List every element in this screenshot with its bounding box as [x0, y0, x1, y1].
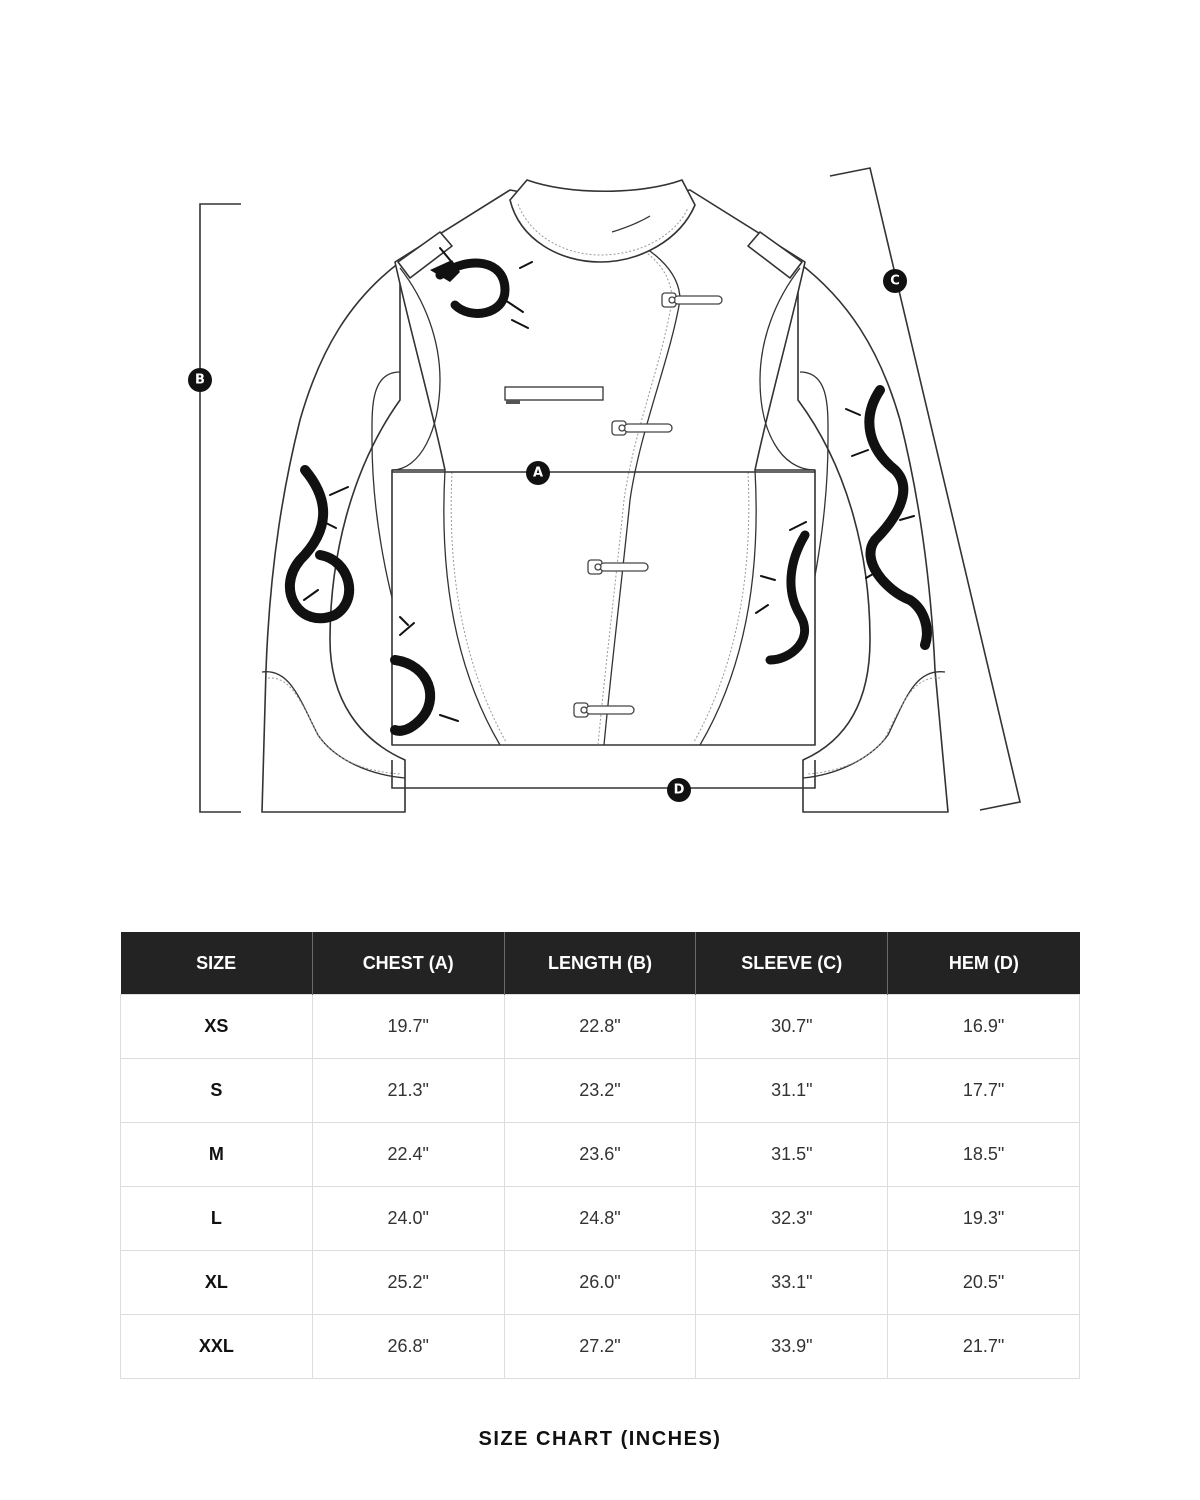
- length-cell: 23.6": [504, 1123, 696, 1187]
- chest-cell: 21.3": [312, 1059, 504, 1123]
- table-row: [121, 1059, 1080, 1123]
- chest-cell: 25.2": [312, 1251, 504, 1315]
- table-header-row: [121, 932, 1080, 995]
- hem-cell: 16.9": [888, 995, 1080, 1059]
- sleeve-cell: 32.3": [696, 1187, 888, 1251]
- measure-hem: [392, 760, 815, 802]
- column-header-hem: HEM (D): [888, 932, 1080, 995]
- marker-c-label: C: [890, 273, 900, 289]
- marker-a-label: A: [532, 465, 544, 481]
- size-cell: XXL: [121, 1315, 313, 1379]
- chest-cell: 26.8": [312, 1315, 504, 1379]
- size-cell: S: [121, 1059, 313, 1123]
- column-header-length: LENGTH (B): [504, 932, 696, 995]
- sleeve-cell: 31.1": [696, 1059, 888, 1123]
- measure-length: [188, 204, 241, 812]
- length-cell: 26.0": [504, 1251, 696, 1315]
- column-header-size: SIZE: [121, 932, 313, 995]
- marker-d-label: D: [673, 782, 685, 798]
- length-cell: 27.2": [504, 1315, 696, 1379]
- hem-cell: 18.5": [888, 1123, 1080, 1187]
- column-header-chest: CHEST (A): [312, 932, 504, 995]
- size-cell: XS: [121, 995, 313, 1059]
- table-row: [121, 1123, 1080, 1187]
- size-cell: M: [121, 1123, 313, 1187]
- sleeve-cell: 33.1": [696, 1251, 888, 1315]
- table-row: [121, 1251, 1080, 1315]
- hem-cell: 17.7": [888, 1059, 1080, 1123]
- hem-cell: 20.5": [888, 1251, 1080, 1315]
- length-cell: 22.8": [504, 995, 696, 1059]
- sleeve-cell: 33.9": [696, 1315, 888, 1379]
- length-cell: 23.2": [504, 1059, 696, 1123]
- hem-cell: 19.3": [888, 1187, 1080, 1251]
- table-row: [121, 1315, 1080, 1379]
- sleeve-cell: 30.7": [696, 995, 888, 1059]
- size-cell: XL: [121, 1251, 313, 1315]
- hem-cell: 21.7": [888, 1315, 1080, 1379]
- chest-cell: 22.4": [312, 1123, 504, 1187]
- column-header-sleeve: SLEEVE (C): [696, 932, 888, 995]
- left-sleeve: [262, 262, 405, 812]
- table-row: [121, 995, 1080, 1059]
- sleeve-cell: 31.5": [696, 1123, 888, 1187]
- size-chart-table: [120, 932, 1080, 1379]
- table-row: [121, 1187, 1080, 1251]
- chest-cell: 19.7": [312, 995, 504, 1059]
- chest-cell: 24.0": [312, 1187, 504, 1251]
- length-cell: 24.8": [504, 1187, 696, 1251]
- size-cell: L: [121, 1187, 313, 1251]
- size-chart-caption: SIZE CHART (INCHES): [478, 1428, 722, 1450]
- marker-b-label: B: [195, 372, 205, 388]
